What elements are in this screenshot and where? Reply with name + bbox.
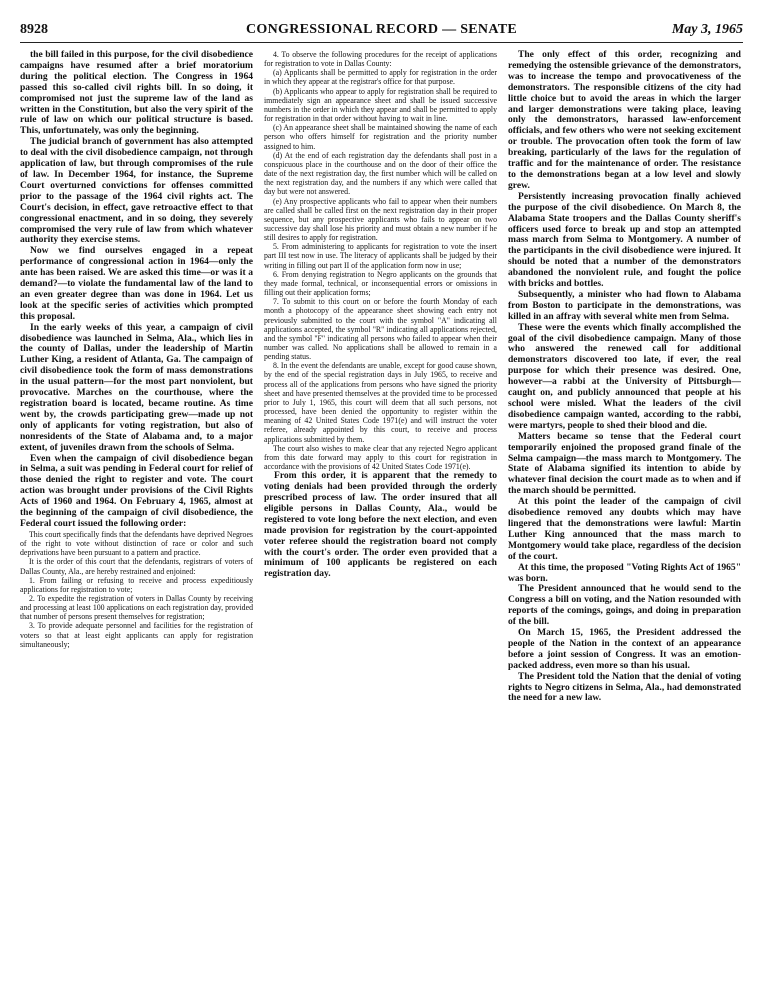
quoted-order-paragraph: (a) Applicants shall be permitted to apply for registration in the order in which they appear at the registrar's office for that purpose. (264, 68, 497, 87)
body-paragraph: At this point the leader of the campaign of civil disobedience removed any doubts which may have lingered that the demonstrations were lawful: Martin Luther King announced that the mass march to Montgomery would take place, regardless of the decision of the court. (508, 496, 741, 562)
quoted-order-paragraph: (b) Applicants who appear to apply for registration shall be required to immediately sign an appearance sheet and shall be issued successive numbers in the order in which they appear and shall be permitted to apply for registration in that order without having to wait in line. (264, 86, 497, 124)
body-paragraph: The only effect of this order, recognizing and remedying the ostensible grievance of the demonstrators, was to increase the tempo and provocativeness of the demonstrators. The responsible citizens of the city had little choice but to avoid the areas in which the larger and larger demonstrations were taking place, leaving only the demonstrators, harassed law-enforcement officials, and few others who were not seeking excitement or trouble. The provocation often took the form of law breaking, particularly of the laws for the regulation of traffic and for the maintenance of order. The resistance to the demonstrations began at a low level and slowly grew. (508, 50, 741, 191)
body-paragraph: On March 15, 1965, the President addressed the people of the Nation in the context of an appearance before a joint session of Congress. It was an emotion-packed address, even more so than his usual. (508, 627, 741, 671)
quoted-order-paragraph: (d) At the end of each registration day the defendants shall post in a conspicuous place in the courthouse and on the door of their office the date of the next registration day, the first number which will be called on the next registration day, and the numbers if any which were called that day but were not answered. (264, 150, 497, 197)
quoted-order-paragraph: (c) An appearance sheet shall be maintained showing the name of each person who offers himself for registration and the priority number assigned to him. (264, 123, 497, 151)
body-paragraph: Persistently increasing provocation finally achieved the purpose of the civil disobedience. On March 8, the Alabama State troopers and the Dallas County sheriff's officers used force to break up and stop an attempted mass march from Selma to Montgomery. A number of the participants in the civil disobedience were injured. It should be noted that a number of the demonstrators abandoned the nonviolent rule, and fought the police with bricks and bottles. (508, 190, 741, 290)
body-paragraph: These were the events which finally accomplished the goal of the civil disobedience campaign. Many of those who answered the renewed call for additional demonstrators discovered too late, if ever, the real purpose for which their presence was desired. One, however—a rabbi at the University of Pittsburgh—caught on, and publicly announced that people at his school were misled. What the leaders of the civil disobedience campaign wanted, according to the rabbi, were martyrs, people to shed their blood and die. (508, 321, 741, 431)
body-paragraph: Matters became so tense that the Federal court temporarily enjoined the proposed grand finale of the Selma campaign—the mass march to Montgomery. The State of Alabama signified its intention to abide by whatever final decision the court made as to when and if the march should be permitted. (508, 430, 741, 497)
body-paragraph: Subsequently, a minister who had flown to Alabama from Boston to participate in the demonstrations, was killed in an affray with several white men from Selma. (508, 288, 741, 322)
body-paragraph: Even when the campaign of civil disobedience began in Selma, a suit was pending in Federal court for relief of those denied the right to register and vote. The court action was brought under provisions of the Civil Rights Acts of 1960 and 1964. On February 4, 1965, almost at the beginning of the campaign of civil disobedience, the Federal court issued the following order: (20, 452, 253, 529)
page-header (20, 22, 743, 42)
issue-date: May 3, 1965 (671, 22, 743, 37)
page-number: 8928 (20, 22, 48, 37)
quoted-order-paragraph: 2. To expedite the registration of voters in Dallas County by receiving and processing at least 100 applications on each registration day, provided that number of persons present themselves for registration; (20, 593, 253, 622)
header-rule (20, 42, 743, 43)
column-3 (508, 50, 741, 980)
quoted-order-paragraph: The court also wishes to make clear that any rejected Negro applicant from this date forward may apply to this court for registration in accordance with the provisions of 42 United States Code 1971(e). (264, 443, 497, 472)
body-paragraph: the bill failed in this purpose, for the civil disobedience campaigns have resumed after a brief moratorium during the political election. The Congress in 1964 passed this so-called civil rights bill. In so doing, it compromised not just the supreme law of the land as written in the Constitution, but also the very spirit of the rule of law on which our political structure is based. This, unfortunately, was only the beginning. (20, 50, 253, 137)
quoted-order-paragraph: 6. From denying registration to Negro applicants on the grounds that they made formal, technical, or inconsequential errors or omissions in filling out their application forms; (264, 269, 497, 298)
body-paragraph: In the early weeks of this year, a campaign of civil disobedience was launched in Selma, Ala., which lies in the county of Dallas, under the leadership of Martin Luther King, a resident of Atlanta, Ga. The campaign of civil disobedience took the form of mass demonstrations in the usual pattern—for the most part nonviolent, but provocative. Marches on the courthouse, where the registration board is located, became routine. As time went by, the crowds participating grew—made up not only of applicants for voting registration, but also of nonresidents of the State of Alabama and, to a major extent, of juveniles drawn from the schools of Selma. (20, 321, 253, 453)
body-paragraph: The President told the Nation that the denial of voting rights to Negro citizens in Selma, Ala., had demonstrated the need for a new law. (508, 670, 741, 704)
quoted-order-paragraph: It is the order of this court that the defendants, registrars of voters of Dallas County, Ala., are hereby restrained and enjoined: (20, 557, 253, 576)
quoted-order-paragraph: 1. From failing or refusing to receive and process expeditiously applications for registration to vote; (20, 575, 253, 594)
body-paragraph: From this order, it is apparent that the remedy to voting denials had been provided through the orderly prescribed process of law. The order insured that all eligible persons in Dallas County, Ala., would be registered to vote long before the next election, and even made provision for registration by the court-appointed voter referee should the registration board not comply with the court's order. The order even provided that a minimum of 100 applicants be registered on each registration day. (264, 470, 497, 580)
publication-title: CONGRESSIONAL RECORD — SENATE (246, 22, 517, 37)
quoted-order-paragraph: 3. To provide adequate personnel and facilities for the registration of voters so that at least eight applicants can apply for registration simultaneously; (20, 621, 253, 649)
body-paragraph: At this time, the proposed "Voting Rights Act of 1965" was born. (508, 561, 741, 584)
quoted-order-paragraph: (e) Any prospective applicants who fail to appear when their numbers are called shall be called first on the next registration day in their proper sequence, but any prospective applicants who fails to appear on two successive day shall lose his priority and must obtain a new number if he still desires to apply for registration. (264, 196, 497, 243)
column-2 (264, 50, 497, 980)
body-paragraph: Now we find ourselves engaged in a repeat performance of congressional action in 1964—only the ante has been raised. We are asked this time—or was it a demand?—to violate the fundamental law of the land to an even greater degree than was done in 1964. Let us look at the specific series of activities which prompted this proposal. (20, 245, 253, 322)
column-1 (20, 50, 253, 980)
quoted-order-paragraph: 4. To observe the following procedures for the receipt of applications for registration to vote in Dallas County: (264, 50, 497, 69)
body-paragraph: The judicial branch of government has also attempted to deal with the civil disobedience campaign, not through application of law, but through compromises of the rule of law. In December 1964, for instance, the Supreme Court overturned convictions for offenses committed prior to the passage of the 1964 civil rights act. The Court's decision, in effect, gave retroactive effect to that congressional enactment, and in so doing, they severely compromised the very rule of law from which whatever authority they exercise stems. (20, 136, 253, 246)
quoted-order-paragraph: 5. From administering to applicants for registration to vote the insert part III test now in use. The literacy of applicants shall be judged by their writing in filling out part II of the application form now in use; (264, 242, 497, 270)
body-paragraph: The President announced that he would send to the Congress a bill on voting, and the Nation resounded with reports of the comings, goings, and doing in preparation of the bill. (508, 583, 741, 628)
quoted-order-paragraph: 7. To submit to this court on or before the fourth Monday of each month a photocopy of the appearance sheet showing each entry not previously submitted to the court with the symbol "A" indicating all applications accepted, the symbol "R" indicating all applications rejected, and the symbol "F" indicating all persons who failed to appear when their number was called. No applications shall be allowed to remain in a pending status. (264, 297, 497, 362)
quoted-order-paragraph: This court specifically finds that the defendants have deprived Negroes of the right to vote without distinction of race or color and such deprivations have been pursuant to a pattern and practice. (20, 529, 253, 558)
quoted-order-paragraph: 8. In the event the defendants are unable, except for good cause shown, by the end of the special registration days in July 1965, to receive and process all of the applications from persons who have signed the priority sheet and have presented themselves at the provided time to be processed prior to July 1, 1965, this court will deem that all such persons, not processed, have been denied the opportunity to register within the meaning of 42 United States Code 1971(e) and will instruct the voter referee, already appointed by this court, to receive and process applications submitted by them. (264, 361, 497, 444)
